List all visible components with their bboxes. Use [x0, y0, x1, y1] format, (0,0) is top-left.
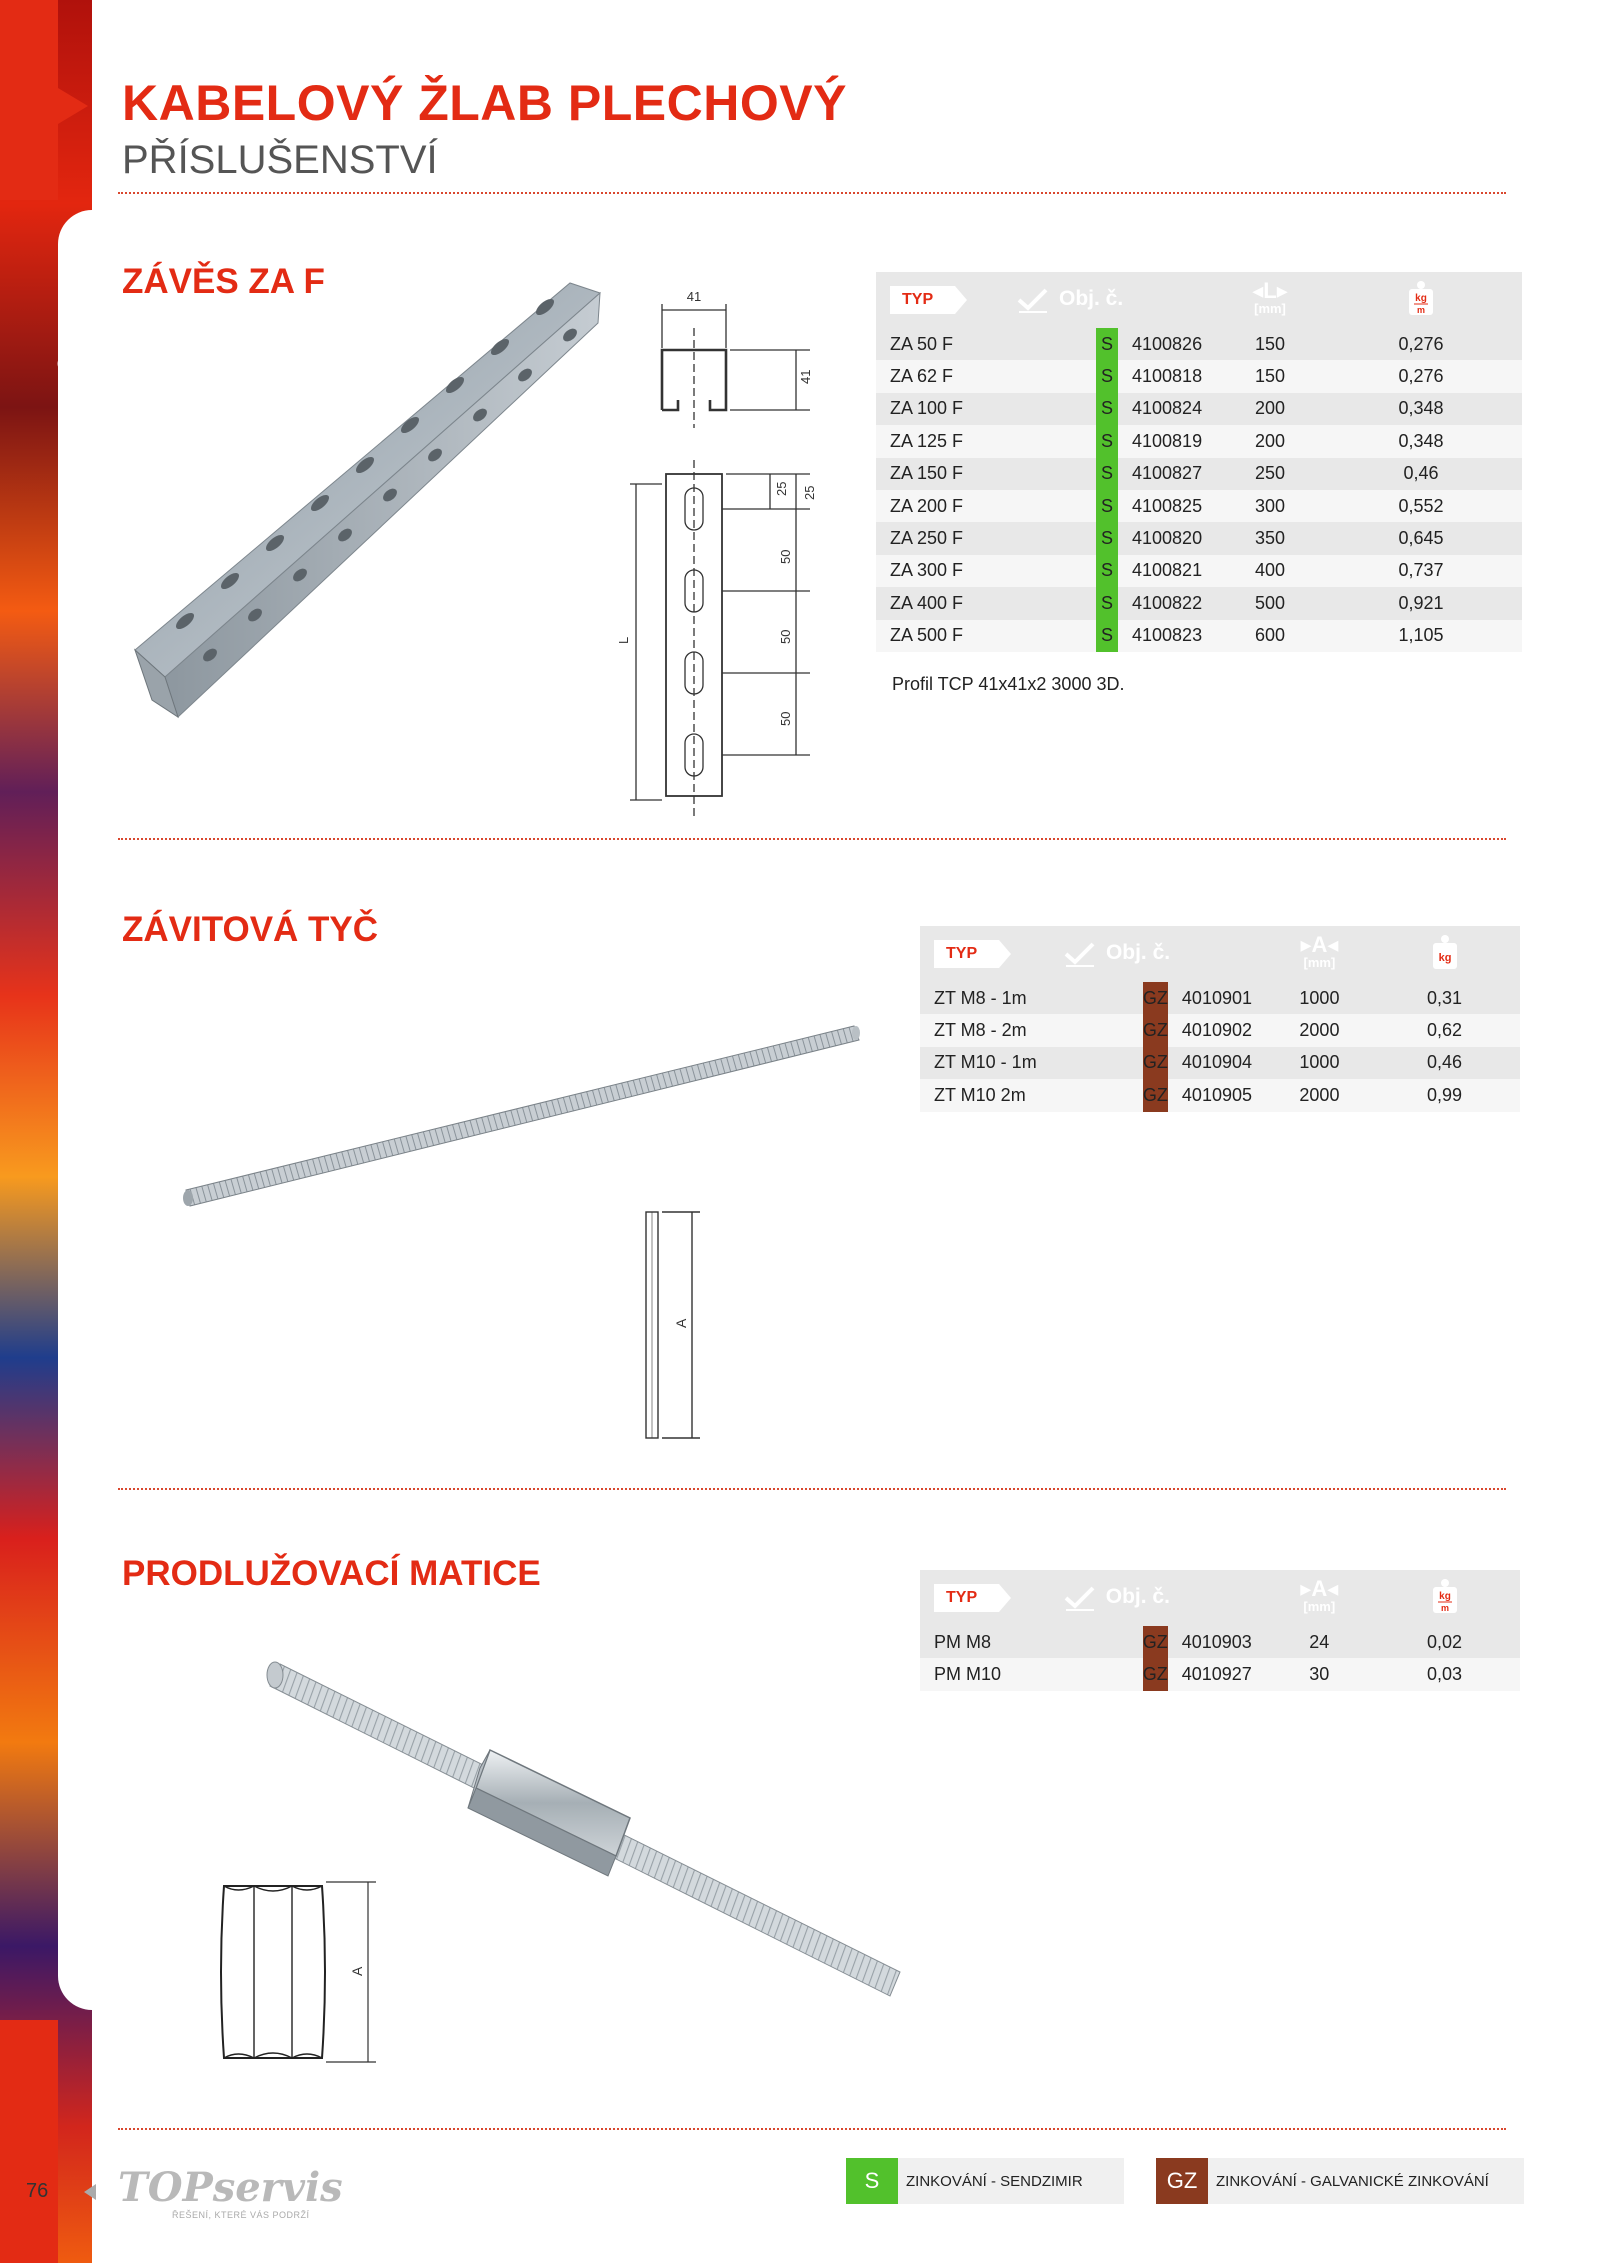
dim-25-label-b: 25	[802, 485, 817, 500]
checkmark-icon	[1016, 286, 1050, 314]
weight-header	[1320, 272, 1522, 328]
dim-25-label-a: 25	[774, 481, 789, 496]
legend-label-gz: ZINKOVÁNÍ - GALVANICKÉ ZINKOVÁNÍ	[1216, 2172, 1489, 2190]
weight-icon	[1430, 1578, 1460, 1614]
dim-50-label-a: 50	[778, 549, 793, 564]
typ-tag: TYP	[934, 940, 999, 968]
table-header-row	[920, 926, 1520, 982]
nut-technical-drawing	[210, 1872, 390, 2072]
spec-table-zaves	[876, 272, 1522, 652]
band-logo-text: TOPservis	[44, 308, 136, 756]
divider	[118, 1488, 1506, 1490]
legend-label-s: ZINKOVÁNÍ - SENDZIMIR	[906, 2172, 1083, 2190]
typ-tag: TYP	[890, 286, 955, 314]
dim-width-label: 41	[686, 289, 702, 304]
page-number: 76	[26, 2180, 49, 2202]
dimension-a-header: ▸A◂ [mm]	[1270, 1570, 1369, 1626]
table-row: ZA 250 F S 4100820 350 0,645	[876, 522, 1522, 554]
spec-table-zavitova-tyc	[920, 926, 1520, 1112]
profile-note: Profil TCP 41x41x2 3000 3D.	[892, 674, 1125, 694]
header-notch-arrow	[58, 88, 88, 124]
table-row: ZA 100 F S 4100824 200 0,348	[876, 393, 1522, 425]
table-header-row	[920, 1570, 1520, 1626]
divider	[118, 192, 1506, 194]
prev-arrow-icon	[84, 2184, 96, 2200]
table-row: PM M8 GZ 4010903 24 0,02	[920, 1626, 1520, 1658]
page-title: KABELOVÝ ŽLAB PLECHOVÝ	[122, 75, 847, 131]
band-top-block	[0, 0, 58, 200]
typ-tag: TYP	[934, 1584, 999, 1612]
section-title-zaves: ZÁVĚS ZA F	[122, 262, 325, 301]
table-row: ZT M8 - 1m GZ 4010901 1000 0,31	[920, 982, 1520, 1014]
dim-50-label-b: 50	[778, 629, 793, 644]
divider	[118, 2128, 1506, 2130]
footer-logo: TOPservis	[118, 2164, 343, 2211]
dim-A-label: A	[349, 1966, 365, 1976]
page-subtitle: PŘÍSLUŠENSTVÍ	[122, 138, 438, 182]
table-row: ZT M10 - 1m GZ 4010904 1000 0,46	[920, 1047, 1520, 1079]
svg-text:kg: kg	[1415, 292, 1427, 304]
table-row: ZA 300 F S 4100821 400 0,737	[876, 555, 1522, 587]
weight-header	[1369, 926, 1520, 982]
band-bottom-block	[0, 2020, 58, 2263]
table-row: ZA 50 F S 4100826 150 0,276	[876, 328, 1522, 360]
obj-header: Obj. č.	[1105, 1584, 1170, 1608]
table-row: ZT M10 2m GZ 4010905 2000 0,99	[920, 1079, 1520, 1111]
channel-technical-drawing	[610, 288, 820, 828]
legend-swatch-s: S	[846, 2158, 898, 2204]
table-row: ZA 125 F S 4100819 200 0,348	[876, 425, 1522, 457]
table-header-row	[876, 272, 1522, 328]
table-row: ZA 150 F S 4100827 250 0,46	[876, 458, 1522, 490]
obj-header: Obj. č.	[1059, 286, 1124, 310]
dimension-a-header: ▸A◂ [mm]	[1270, 926, 1369, 982]
table-row: ZA 400 F S 4100822 500 0,921	[876, 587, 1522, 619]
threaded-rod-image	[178, 1018, 868, 1218]
footer-slogan: ŘEŠENÍ, KTERÉ VÁS PODRŽÍ	[172, 2210, 310, 2220]
svg-text:kg: kg	[1438, 951, 1451, 964]
dim-height-label: 41	[798, 369, 813, 384]
dim-A-label: A	[673, 1318, 689, 1328]
checkmark-icon	[1063, 1584, 1097, 1612]
section-title-prodluzovaci-matice: PRODLUŽOVACÍ MATICE	[122, 1554, 541, 1593]
weight-icon	[1430, 934, 1460, 970]
spec-table-prodluzovaci-matice	[920, 1570, 1520, 1691]
legend-sendzimir	[846, 2158, 1124, 2204]
table-row: ZT M8 - 2m GZ 4010902 2000 0,62	[920, 1014, 1520, 1046]
weight-header	[1369, 1570, 1520, 1626]
table-row: ZA 500 F S 4100823 600 1,105	[876, 620, 1522, 652]
table-row: ZA 62 F S 4100818 150 0,276	[876, 360, 1522, 392]
svg-text:m: m	[1440, 1602, 1449, 1613]
table-row: PM M10 GZ 4010927 30 0,03	[920, 1658, 1520, 1690]
divider	[118, 838, 1506, 840]
channel-profile-image	[130, 275, 610, 745]
dim-L-label: L	[616, 636, 631, 644]
svg-text:m: m	[1416, 304, 1426, 315]
dim-50-label-c: 50	[778, 711, 793, 726]
legend-galvanic	[1156, 2158, 1524, 2204]
checkmark-icon	[1063, 940, 1097, 968]
section-title-zavitova-tyc: ZÁVITOVÁ TYČ	[122, 910, 379, 949]
length-header: ◂L▸ [mm]	[1220, 272, 1320, 328]
legend-swatch-gz: GZ	[1156, 2158, 1208, 2204]
svg-text:kg: kg	[1438, 1590, 1451, 1602]
obj-header: Obj. č.	[1105, 940, 1171, 964]
rod-technical-drawing	[630, 1200, 730, 1450]
weight-icon	[1406, 280, 1436, 316]
table-row: ZA 200 F S 4100825 300 0,552	[876, 490, 1522, 522]
